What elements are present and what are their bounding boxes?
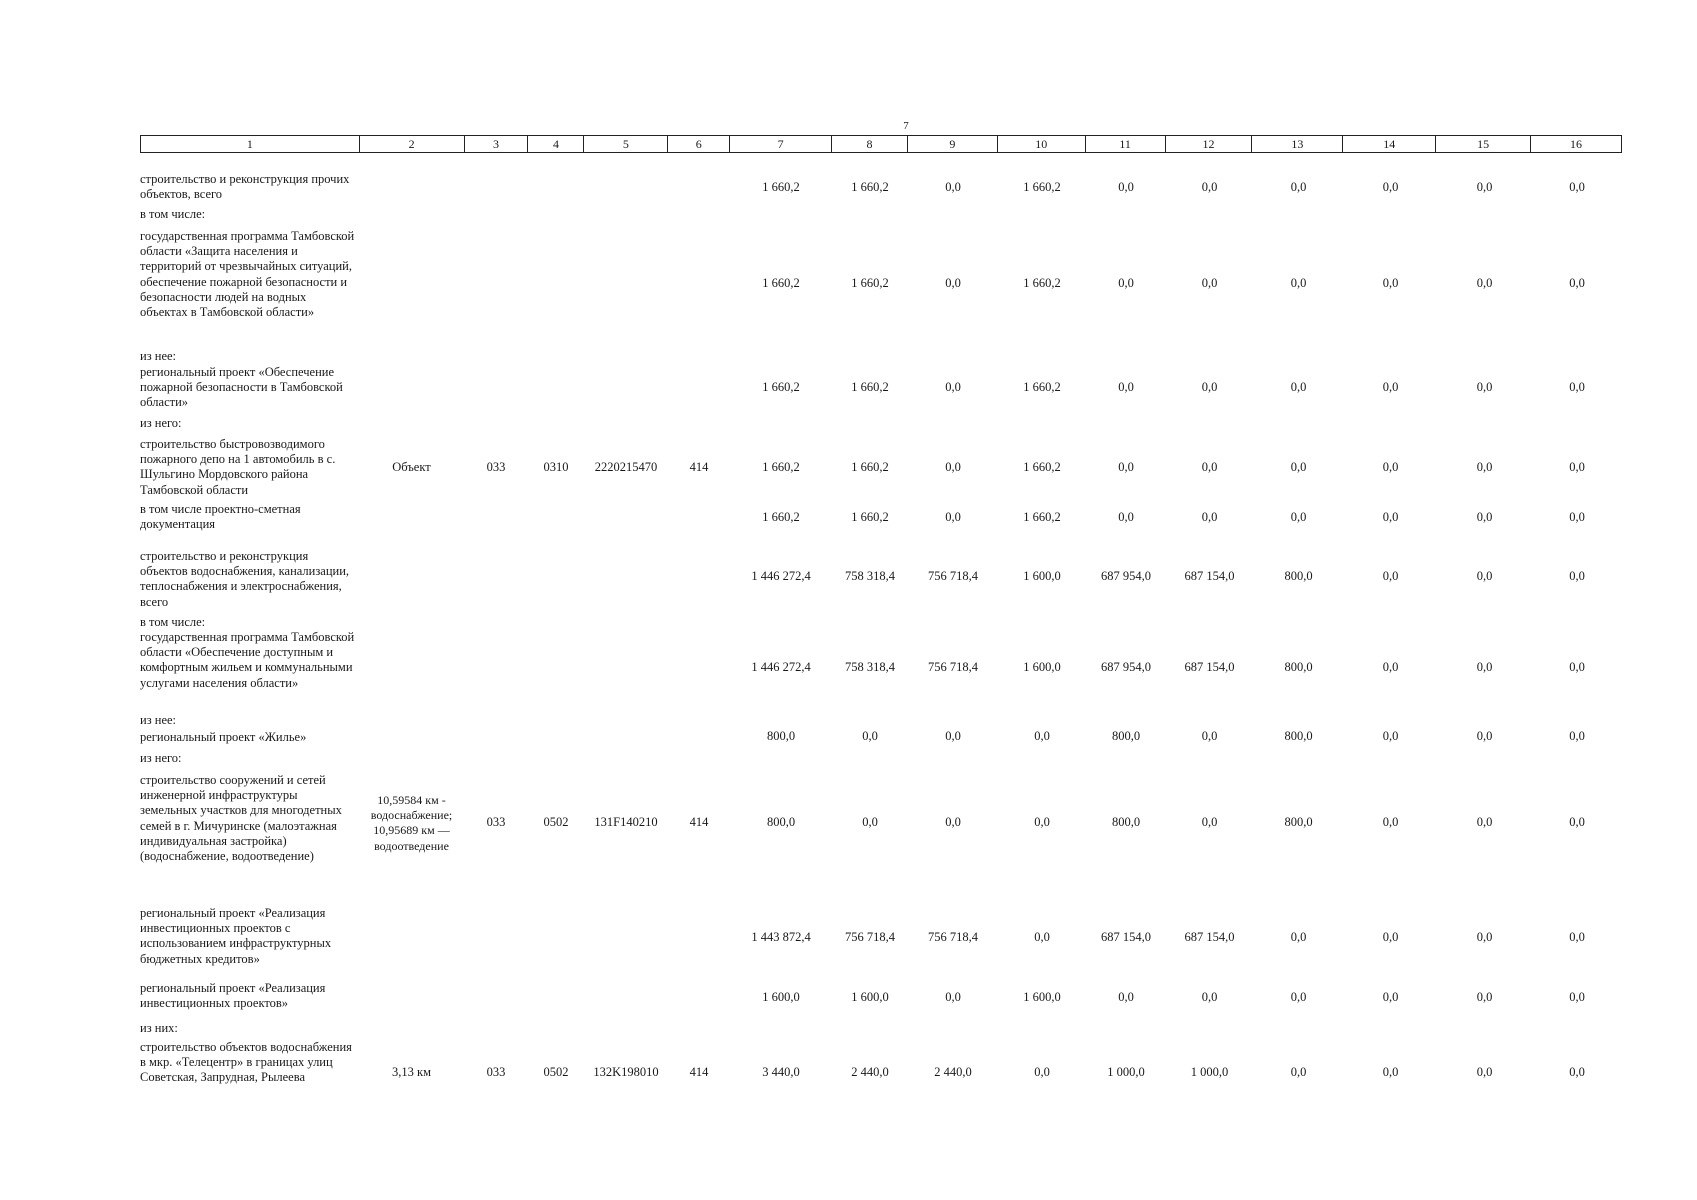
cell-col-12: 1 000,0: [1190, 1065, 1229, 1079]
cell-col-16: 0,0: [1569, 276, 1585, 290]
cell-col-8: 1 660,2: [851, 180, 889, 194]
cell-col-11: 0,0: [1118, 380, 1134, 394]
page-number: 7: [903, 120, 909, 132]
cell-col-12: 0,0: [1201, 276, 1218, 290]
cell-col-7: 1 446 272,4: [751, 660, 811, 674]
cell-col-13: 0,0: [1290, 1065, 1307, 1079]
cell-col-7: 800,0: [766, 729, 796, 743]
sublabel: в том числе:: [140, 615, 206, 629]
cell-col-11: 687 954,0: [1101, 569, 1151, 583]
cell-col-9: 0,0: [945, 729, 961, 743]
cell-col-8: 756 718,4: [845, 930, 895, 944]
cell-col-14: 0,0: [1382, 510, 1399, 524]
cell-col-14: 0,0: [1382, 569, 1399, 583]
col-header-14: 14: [1343, 136, 1436, 152]
col-header-7: 7: [730, 136, 832, 152]
cell-col-14: 0,0: [1382, 815, 1399, 829]
cell-col-9: 0,0: [945, 510, 961, 524]
row-label: строительство сооружений и сетей инженерной инфраструктуры земельных участков для многодетных семей в г. Мичуринске (малоэтажная индивидуальная застройка) (водоснабжение, водоотведение): [140, 773, 342, 864]
col-header-8: 8: [832, 136, 908, 152]
cell-col-15: 0,0: [1476, 990, 1493, 1004]
cell-col-13: 0,0: [1290, 510, 1307, 524]
cell-col-7: 1 446 272,4: [751, 569, 811, 583]
cell-col-8: 2 440,0: [851, 1065, 889, 1079]
cell-col-13: 800,0: [1284, 729, 1313, 743]
cell-col-7: 1 600,0: [762, 990, 800, 1004]
col-header-2: 2: [360, 136, 465, 152]
cell-col-13: 0,0: [1290, 460, 1307, 474]
cell-col-14: 0,0: [1382, 930, 1399, 944]
cell-col-16: 0,0: [1569, 930, 1585, 944]
cell-col-7: 1 660,2: [762, 380, 800, 394]
cell-col-16: 0,0: [1569, 729, 1585, 743]
col-header-3: 3: [465, 136, 529, 152]
cell-col-16: 0,0: [1569, 460, 1585, 474]
cell-col-10: 1 660,2: [1023, 276, 1061, 290]
cell-col-16: 0,0: [1569, 1065, 1585, 1079]
col-header-15: 15: [1436, 136, 1531, 152]
cell-col-2: 3,13 км: [392, 1065, 431, 1079]
row-label: государственная программа Тамбовской области «Защита населения и территорий от чрезвычайных ситуаций, обеспечение пожарной безопасности и безопасности людей на водных объектах в Тамбовской области»: [140, 229, 355, 320]
cell-col-12: 0,0: [1201, 510, 1218, 524]
cell-col-7: 3 440,0: [762, 1065, 800, 1079]
row-label: строительство и реконструкция объектов водоснабжения, канализации, теплоснабжения и электроснабжения, всего: [140, 549, 350, 609]
cell-col-15: 0,0: [1476, 1065, 1493, 1079]
col-header-6: 6: [668, 136, 730, 152]
cell-col-13: 800,0: [1284, 569, 1313, 583]
sublabel: из них:: [140, 1021, 178, 1035]
cell-col-14: 0,0: [1382, 660, 1399, 674]
cell-col-9: 0,0: [945, 180, 961, 194]
row-label: региональный проект «Обеспечение пожарной безопасности в Тамбовской области»: [140, 365, 343, 410]
row-label: строительство и реконструкция прочих объектов, всего: [140, 172, 350, 202]
cell-col-12: 687 154,0: [1184, 660, 1235, 674]
cell-col-8: 0,0: [862, 815, 878, 829]
cell-col-14: 0,0: [1382, 460, 1399, 474]
cell-col-7: 1 660,2: [762, 180, 800, 194]
cell-col-15: 0,0: [1476, 815, 1493, 829]
cell-col-15: 0,0: [1476, 380, 1493, 394]
cell-col-13: 800,0: [1284, 815, 1313, 829]
cell-col-10: 1 660,2: [1023, 380, 1061, 394]
cell-col-9: 756 718,4: [928, 569, 978, 583]
col-header-5: 5: [584, 136, 668, 152]
cell-col-13: 0,0: [1290, 180, 1307, 194]
cell-col-2: Объект: [392, 460, 431, 474]
cell-col-12: 0,0: [1201, 460, 1218, 474]
row-label: строительство быстровозводимого пожарного депо на 1 автомобиль в с. Шульгино Мордовского района Тамбовской области: [140, 437, 336, 497]
cell-col-15: 0,0: [1476, 460, 1493, 474]
cell-col-15: 0,0: [1476, 180, 1493, 194]
cell-col-10: 1 600,0: [1023, 990, 1061, 1004]
col-header-13: 13: [1252, 136, 1343, 152]
cell-col-10: 1 600,0: [1023, 660, 1061, 674]
cell-col-10: 1 660,2: [1023, 510, 1061, 524]
cell-col-9: 0,0: [945, 815, 961, 829]
cell-col-7: 1 660,2: [762, 276, 800, 290]
cell-col-3: 033: [486, 1065, 506, 1079]
cell-col-14: 0,0: [1382, 729, 1399, 743]
cell-col-7: 1 660,2: [762, 510, 800, 524]
cell-col-14: 0,0: [1382, 276, 1399, 290]
row-label: региональный проект «Реализация инвестиционных проектов с использованием инфраструктурных бюджетных кредитов»: [140, 906, 332, 966]
col-header-10: 10: [998, 136, 1086, 152]
cell-col-14: 0,0: [1382, 1065, 1399, 1079]
cell-col-16: 0,0: [1569, 510, 1585, 524]
sublabel: в том числе:: [140, 207, 206, 221]
cell-col-11: 0,0: [1118, 510, 1134, 524]
cell-col-9: 756 718,4: [928, 660, 978, 674]
cell-col-2: 10,59584 км - водоснабжение; 10,95689 км — водоотведение: [370, 793, 453, 853]
cell-col-12: 0,0: [1201, 729, 1218, 743]
cell-col-16: 0,0: [1569, 990, 1585, 1004]
cell-col-15: 0,0: [1476, 510, 1493, 524]
cell-col-10: 1 600,0: [1023, 569, 1061, 583]
cell-col-13: 0,0: [1290, 276, 1307, 290]
cell-col-14: 0,0: [1382, 990, 1399, 1004]
cell-col-13: 0,0: [1290, 990, 1307, 1004]
cell-col-15: 0,0: [1476, 276, 1493, 290]
row-label: государственная программа Тамбовской области «Обеспечение доступным и комфортным жильем и коммунальными услугами населения области»: [140, 630, 355, 690]
cell-col-11: 0,0: [1118, 276, 1134, 290]
cell-col-8: 758 318,4: [845, 569, 895, 583]
row-label: региональный проект «Жилье»: [140, 730, 307, 744]
cell-col-11: 800,0: [1111, 729, 1141, 743]
cell-col-12: 0,0: [1201, 380, 1218, 394]
cell-col-7: 800,0: [766, 815, 796, 829]
table-header: [140, 135, 1622, 153]
cell-col-11: 0,0: [1118, 460, 1134, 474]
cell-col-9: 2 440,0: [934, 1065, 972, 1079]
cell-col-13: 800,0: [1284, 660, 1313, 674]
cell-col-9: 0,0: [945, 276, 961, 290]
col-header-11: 11: [1086, 136, 1166, 152]
cell-col-10: 0,0: [1034, 729, 1050, 743]
cell-col-10: 0,0: [1034, 930, 1050, 944]
row-label: в том числе проектно-сметная документация: [140, 502, 301, 532]
cell-col-8: 0,0: [862, 729, 878, 743]
cell-col-10: 0,0: [1034, 815, 1050, 829]
cell-col-9: 0,0: [945, 990, 961, 1004]
cell-col-5: 131F140210: [594, 815, 658, 829]
cell-col-13: 0,0: [1290, 930, 1307, 944]
col-header-9: 9: [908, 136, 998, 152]
cell-col-12: 0,0: [1201, 180, 1218, 194]
cell-col-7: 1 660,2: [762, 460, 800, 474]
cell-col-9: 0,0: [945, 380, 961, 394]
cell-col-15: 0,0: [1476, 930, 1493, 944]
cell-col-10: 1 660,2: [1023, 180, 1061, 194]
cell-col-6: 414: [689, 460, 709, 474]
cell-col-12: 0,0: [1201, 990, 1218, 1004]
row-label: строительство объектов водоснабжения в мкр. «Телецентр» в границах улиц Советская, Запрудная, Рылеева: [140, 1040, 352, 1085]
cell-col-8: 1 660,2: [851, 276, 889, 290]
sublabel: из нее:: [140, 349, 177, 363]
cell-col-4: 0310: [543, 460, 569, 474]
cell-col-16: 0,0: [1569, 815, 1585, 829]
cell-col-14: 0,0: [1382, 180, 1399, 194]
cell-col-14: 0,0: [1382, 380, 1399, 394]
cell-col-5: 2220215470: [594, 460, 658, 474]
cell-col-15: 0,0: [1476, 660, 1493, 674]
col-header-1: 1: [141, 136, 360, 152]
cell-col-4: 0502: [543, 815, 569, 829]
cell-col-3: 033: [486, 460, 506, 474]
cell-col-6: 414: [689, 1065, 709, 1079]
cell-col-16: 0,0: [1569, 180, 1585, 194]
cell-col-11: 687 154,0: [1101, 930, 1151, 944]
col-header-16: 16: [1570, 137, 1583, 151]
sublabel: из него:: [140, 751, 182, 765]
cell-col-16: 0,0: [1569, 380, 1585, 394]
cell-col-11: 800,0: [1111, 815, 1141, 829]
cell-col-4: 0502: [543, 1065, 569, 1079]
cell-col-15: 0,0: [1476, 729, 1493, 743]
sublabel: из него:: [140, 416, 182, 430]
cell-col-8: 1 660,2: [851, 460, 889, 474]
cell-col-7: 1 443 872,4: [751, 930, 811, 944]
cell-col-6: 414: [689, 815, 709, 829]
cell-col-3: 033: [486, 815, 506, 829]
cell-col-5: 132K198010: [593, 1065, 659, 1079]
cell-col-15: 0,0: [1476, 569, 1493, 583]
cell-col-11: 0,0: [1118, 180, 1134, 194]
cell-col-11: 0,0: [1118, 990, 1134, 1004]
cell-col-11: 1 000,0: [1107, 1065, 1145, 1079]
sublabel: из нее:: [140, 713, 177, 727]
cell-col-12: 0,0: [1201, 815, 1218, 829]
cell-col-10: 0,0: [1034, 1065, 1050, 1079]
cell-col-9: 756 718,4: [928, 930, 978, 944]
cell-col-8: 758 318,4: [845, 660, 895, 674]
cell-col-16: 0,0: [1569, 660, 1585, 674]
cell-col-10: 1 660,2: [1023, 460, 1061, 474]
cell-col-8: 1 600,0: [851, 990, 889, 1004]
col-header-12: 12: [1166, 136, 1253, 152]
cell-col-11: 687 954,0: [1101, 660, 1151, 674]
row-label: региональный проект «Реализация инвестиционных проектов»: [140, 981, 326, 1011]
cell-col-16: 0,0: [1569, 569, 1585, 583]
cell-col-13: 0,0: [1290, 380, 1307, 394]
cell-col-8: 1 660,2: [851, 380, 889, 394]
col-header-4: 4: [528, 136, 584, 152]
cell-col-12: 687 154,0: [1184, 930, 1235, 944]
cell-col-9: 0,0: [945, 460, 961, 474]
cell-col-12: 687 154,0: [1184, 569, 1235, 583]
cell-col-8: 1 660,2: [851, 510, 889, 524]
